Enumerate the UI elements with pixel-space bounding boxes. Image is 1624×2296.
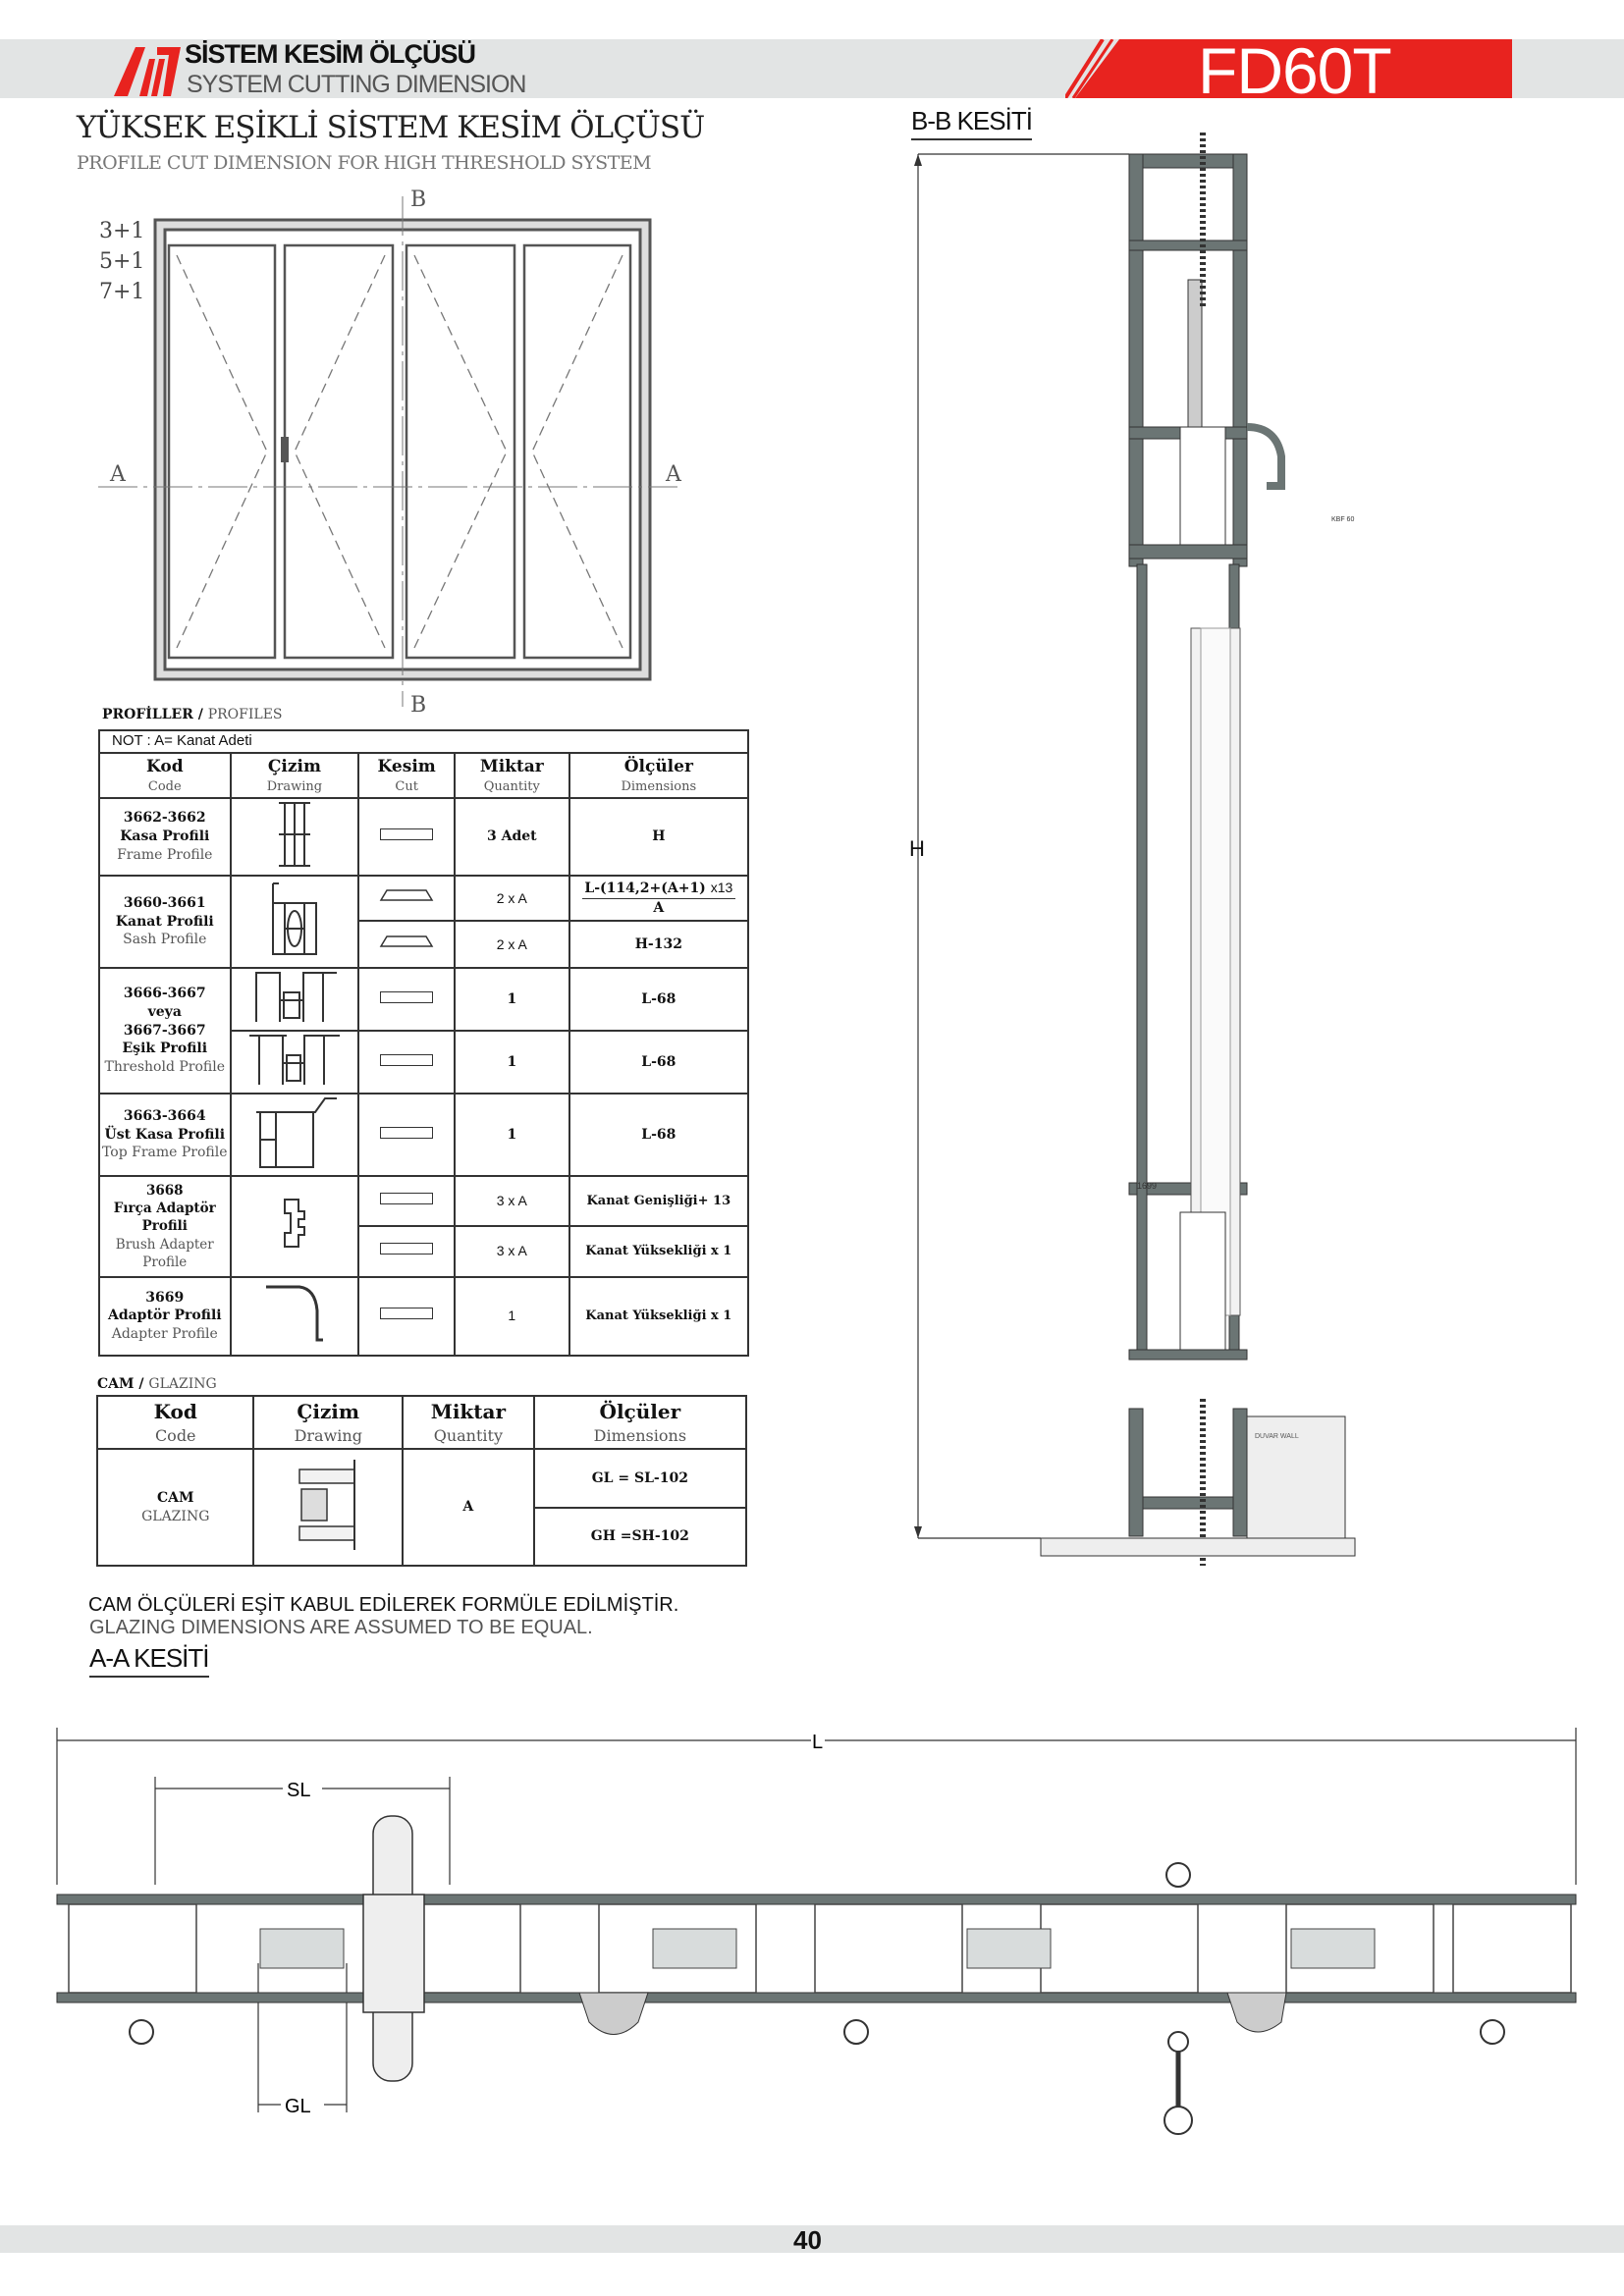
row-qty: 1 [455, 1031, 569, 1094]
kbf-label: KBF 60 [1331, 516, 1355, 523]
straight-cut-icon [380, 1243, 433, 1255]
row-name-tr: Fırça Adaptör Profili [113, 1201, 216, 1235]
table-row [99, 968, 748, 1031]
col-dimensions-en: Dimensions [621, 778, 697, 794]
row-name-tr: Eşik Profili [122, 1041, 208, 1057]
col-quantity-en: Quantity [433, 1425, 503, 1445]
formula-numerator: L-(114,2+(A+1) [584, 881, 706, 897]
top-frame-profile-drawing [250, 1095, 339, 1169]
section-aa-drawing [49, 1728, 1591, 2160]
table-header [99, 753, 748, 798]
row-dim: Kanat Genişliği+ 13 [569, 1176, 748, 1226]
col-cut: Kesim [377, 756, 436, 776]
page-number: 40 [793, 2225, 822, 2255]
row-qty: 3 x A [455, 1176, 569, 1226]
table-row [97, 1449, 746, 1508]
col-code-en: Code [154, 1425, 196, 1445]
section-bb-title: B-B KESİTİ [911, 106, 1032, 140]
profiles-heading-en: PROFILES [207, 707, 283, 722]
marker-b-top: B [410, 187, 427, 212]
row-qty: 1 [455, 968, 569, 1031]
table-row [99, 876, 748, 921]
table-row [99, 798, 748, 876]
adapter-profile-drawing [260, 1281, 329, 1346]
straight-cut-icon [380, 828, 433, 840]
section-aa-title: A-A KESİTİ [89, 1643, 209, 1678]
row-name-en: Top Frame Profile [102, 1145, 228, 1161]
marker-b-bottom: B [410, 693, 427, 717]
header-title-en: SYSTEM CUTTING DIMENSION [187, 71, 526, 98]
frame-profile-drawing [275, 800, 314, 869]
row-qty: 3 x A [455, 1226, 569, 1277]
straight-cut-icon [380, 1054, 433, 1066]
note-tr: CAM ÖLÇÜLERİ EŞİT KABUL EDİLEREK FORMÜLE EDİLMİŞTİR. [88, 1594, 679, 1616]
dim-gl-label: GL [285, 2096, 311, 2117]
col-code: Kod [153, 1399, 197, 1423]
row-name-en: Threshold Profile [104, 1059, 226, 1076]
glazing-table [96, 1395, 747, 1567]
glazing-dim-gl: GL = SL-102 [534, 1449, 746, 1508]
wall-label: DUVAR WALL [1255, 1433, 1299, 1440]
table-row [99, 1277, 748, 1356]
col-drawing: Çizim [297, 1399, 360, 1423]
dim-sl-label: SL [287, 1780, 311, 1801]
straight-cut-icon [380, 1308, 433, 1319]
config-3-1: 3+1 [99, 219, 145, 243]
brush-adapter-drawing [275, 1194, 314, 1253]
col-dimensions-en: Dimensions [593, 1425, 687, 1445]
profiles-heading: PROFİLLER / PROFILES [102, 707, 283, 722]
brand-logo [110, 39, 185, 100]
row-code: 3663-3664 [123, 1107, 206, 1124]
glazing-code: CAM [156, 1489, 194, 1506]
straight-cut-icon [380, 1193, 433, 1204]
glazing-code-en: GLAZING [141, 1508, 210, 1524]
marker-a-left: A [110, 462, 126, 487]
formula-denominator: A [653, 900, 665, 916]
row-name-tr: Kasa Profili [120, 828, 210, 845]
col-quantity: Miktar [430, 1399, 507, 1423]
col-code: Kod [145, 756, 184, 776]
row-name-tr: Üst Kasa Profili [104, 1126, 226, 1143]
row-code: 3662-3662 [123, 810, 206, 827]
col-quantity-en: Quantity [483, 778, 540, 794]
straight-cut-icon [380, 1127, 433, 1139]
formula-multiplier: x13 [710, 880, 733, 896]
threshold-profile-alt-drawing [247, 1032, 342, 1087]
section-bb-drawing [903, 133, 1424, 1575]
dim-h-label: H [909, 836, 925, 861]
row-name-en: Frame Profile [117, 846, 213, 863]
row-name-tr: Adaptör Profili [107, 1308, 222, 1324]
col-quantity: Miktar [479, 756, 544, 776]
row-dim: L-68 [569, 1094, 748, 1176]
row-name-en: Adapter Profile [111, 1326, 218, 1343]
profiles-heading-tr: PROFİLLER [102, 707, 193, 722]
threshold-profile-drawing [250, 969, 339, 1024]
marker-a-right: A [666, 462, 681, 487]
row-dim: H-132 [569, 921, 748, 968]
model-code: FD60T [1198, 34, 1391, 107]
dim-l-label: L [812, 1732, 824, 1753]
glazing-dim-gh: GH =SH-102 [534, 1508, 746, 1566]
col-drawing: Çizim [267, 756, 321, 776]
col-drawing-en: Drawing [294, 1425, 362, 1445]
row-qty: 1 [455, 1094, 569, 1176]
row-dim: L-68 [569, 968, 748, 1031]
glazing-heading-tr: CAM [97, 1376, 135, 1392]
page-subtitle: PROFILE CUT DIMENSION FOR HIGH THRESHOLD SYSTEM [77, 152, 652, 174]
row-qty: 3 Adet [455, 798, 569, 876]
header-title-tr: SİSTEM KESİM ÖLÇÜSÜ [185, 39, 476, 69]
glazing-qty: A [403, 1449, 534, 1566]
col-dimensions: Ölçüler [623, 756, 693, 776]
sash-profile-drawing [265, 880, 324, 958]
miter-cut-icon [379, 888, 434, 902]
profiles-note: NOT : A= Kanat Adeti [99, 730, 748, 753]
row-qty: 2 x A [455, 921, 569, 968]
row-dim-formula [569, 876, 748, 921]
row-dim: Kanat Yüksekliği x 1 [569, 1226, 748, 1277]
door-elevation-drawing [98, 187, 687, 717]
row-name-en: Brush Adapter Profile [115, 1236, 214, 1270]
row-name-en: Sash Profile [123, 932, 207, 948]
straight-cut-icon [380, 991, 433, 1003]
row-or: veya [147, 1003, 182, 1020]
row-code: 3669 [145, 1289, 185, 1306]
miter-cut-icon [379, 934, 434, 948]
table-header [97, 1396, 746, 1449]
col-code-en: Code [147, 778, 182, 794]
note-en: GLAZING DIMENSIONS ARE ASSUMED TO BE EQUAL. [89, 1617, 593, 1638]
row-dim: Kanat Yüksekliği x 1 [569, 1277, 748, 1356]
table-row [99, 1094, 748, 1176]
glazing-heading: CAM / GLAZING [97, 1376, 217, 1392]
row-code: 3666-3667 [123, 985, 206, 1001]
row-name-tr: Kanat Profili [115, 913, 214, 930]
row-code: 3660-3661 [123, 894, 206, 911]
profile-1699-label: 1699 [1137, 1181, 1158, 1191]
row-dim: H [569, 798, 748, 876]
page-title: YÜKSEK EŞİKLİ SİSTEM KESİM ÖLÇÜSÜ [77, 110, 705, 145]
glazing-heading-en: GLAZING [148, 1376, 217, 1392]
row-qty: 1 [455, 1277, 569, 1356]
glazing-unit-drawing [294, 1456, 362, 1554]
table-row [99, 1176, 748, 1226]
col-drawing-en: Drawing [266, 778, 323, 794]
row-dim: L-68 [569, 1031, 748, 1094]
row-code-alt: 3667-3667 [123, 1022, 206, 1039]
config-5-1: 5+1 [99, 249, 145, 274]
col-cut-en: Cut [395, 778, 418, 794]
row-qty: 2 x A [455, 876, 569, 921]
row-code: 3668 [145, 1182, 184, 1199]
profiles-table [98, 729, 749, 1357]
config-7-1: 7+1 [99, 280, 145, 304]
col-dimensions: Ölçüler [599, 1399, 681, 1423]
